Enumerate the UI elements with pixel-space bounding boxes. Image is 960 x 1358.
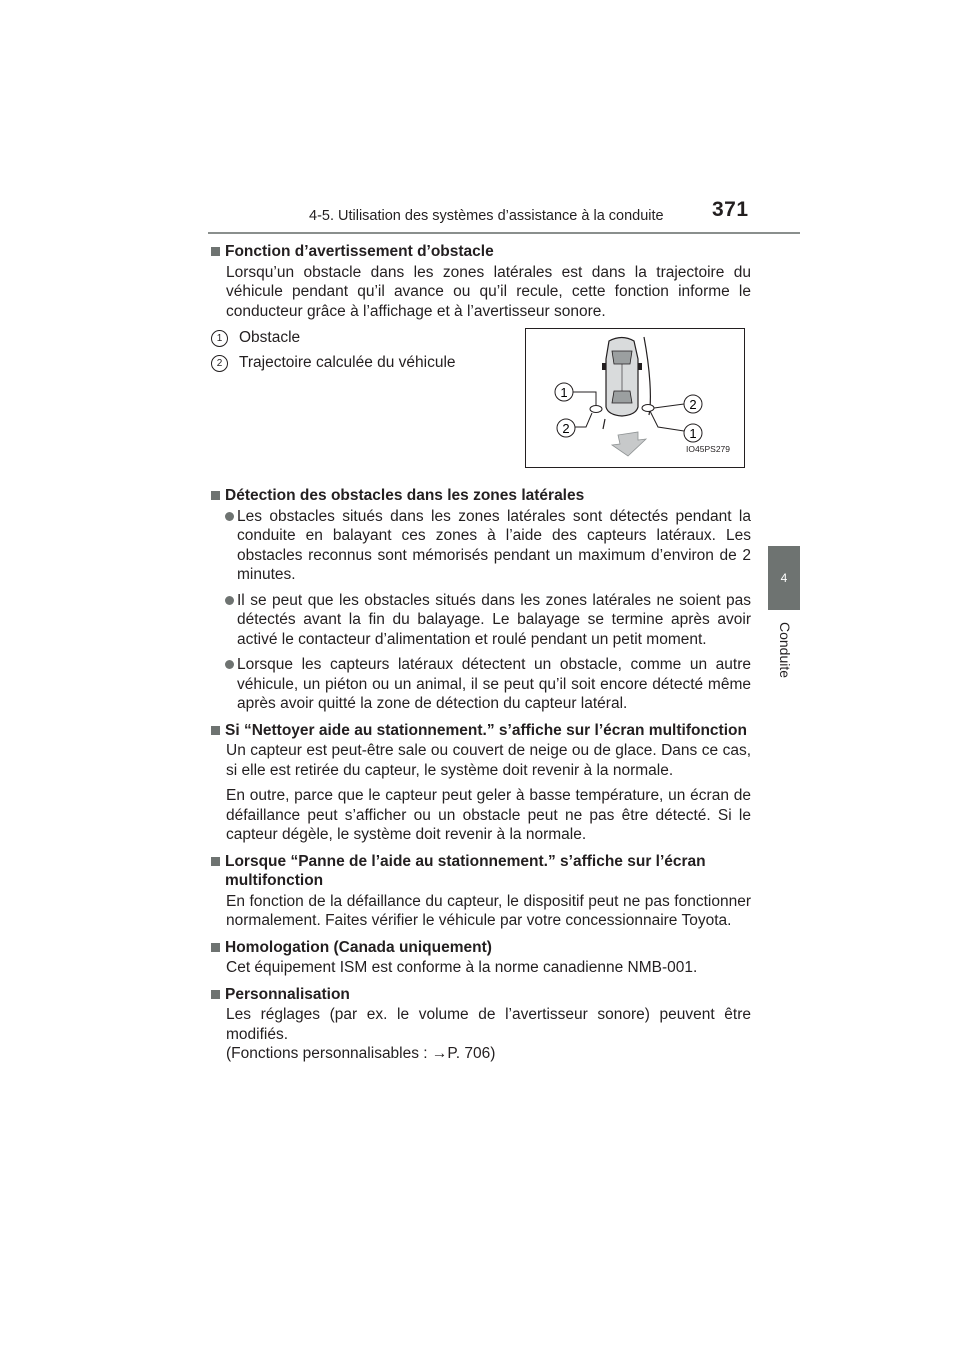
list-item — [211, 591, 751, 650]
page-content — [211, 242, 751, 1071]
callout-label: 1 — [560, 385, 568, 400]
section-paragraph: En fonction de la défaillance du capteur, le dispositif peut ne pas fonctionner normalement. Faites vérifier le véhicule par votre concessionnaire Toyota. — [226, 892, 751, 929]
chapter-tab: 4 — [768, 546, 800, 610]
legend-number: 1 — [211, 330, 228, 347]
callout-label: 2 — [562, 421, 570, 436]
leader-line — [574, 413, 592, 427]
rear-window-icon — [612, 391, 632, 403]
section-paragraph: En outre, parce que le capteur peut geler à basse température, un écran de défaillance peut s’afficher ou un obstacle peut ne pas être détecté. Si le capteur dégèle, le système doit revenir à la normale. — [226, 787, 751, 843]
legend-label: Obstacle — [239, 329, 301, 346]
chapter-label-text: Conduite — [776, 621, 793, 679]
list-item-text: Il se peut que les obstacles situés dans les zones latérales ne soient pas détectés avant la fin du balayage. Le balayage se termine après avoir activé le contacteur d’alimentation et roulé pendant un petit moment. — [237, 591, 751, 648]
section-certification — [211, 938, 751, 978]
legend-number: 2 — [211, 355, 228, 372]
sensor-zone-left-icon — [590, 406, 602, 413]
section-heading-text: Si “Nettoyer aide au stationnement.” s’affiche sur l’écran multifonction — [225, 721, 747, 739]
section-heading — [211, 721, 751, 741]
list-item — [211, 507, 751, 585]
leader-line — [654, 404, 684, 408]
section-heading-text: Homologation (Canada uniquement) — [225, 938, 492, 956]
section-heading-text: Personnalisation — [225, 985, 350, 1003]
section-paragraph: Lorsqu’un obstacle dans les zones latérales est dans la trajectoire du véhicule pendant qu’il avance ou qu’il recule, cette fonction informe le conducteur grâce à l’affichage et à l’avertisseur sonore. — [226, 263, 751, 320]
windshield-icon — [612, 351, 632, 364]
section-paragraph: Cet équipement ISM est conforme à la norme canadienne NMB-001. — [226, 959, 698, 976]
leader-line — [650, 411, 684, 431]
callout-label: 2 — [689, 397, 697, 412]
section-heading — [211, 938, 751, 958]
section-heading — [211, 985, 751, 1005]
square-bullet-icon — [211, 857, 220, 866]
square-bullet-icon — [211, 990, 220, 999]
trajectory-line-left — [603, 419, 605, 429]
header-title: 4-5. Utilisation des systèmes d’assistance à la conduite — [309, 208, 664, 224]
section-heading-text: Fonction d’avertissement d’obstacle — [225, 243, 494, 260]
square-bullet-icon — [211, 247, 220, 256]
section-heading — [211, 852, 751, 891]
reverse-arrow-icon — [612, 432, 646, 456]
list-item-text: Lorsque les capteurs latéraux détectent un obstacle, comme un autre véhicule, un piéton ou un animal, il se peut qu’il soit encore détecté même après avoir quitté la zone de détection du capteur latéral. — [237, 656, 751, 712]
section-side-detection — [211, 486, 751, 714]
list-item-text: Les obstacles situés dans les zones latérales sont détectés pendant la conduite en balayant ces zones à l’aide des capteurs latéraux. Les obstacles reconnus sont mémorisés pendant un maximum d’environ de 2 minutes. — [237, 507, 751, 583]
leader-line — [572, 392, 596, 406]
page-number: 371 — [712, 198, 749, 221]
sensor-zone-right-icon — [642, 405, 654, 412]
section-heading-text: Détection des obstacles dans les zones latérales — [225, 487, 585, 504]
chapter-label — [766, 620, 802, 680]
square-bullet-icon — [211, 491, 220, 500]
round-bullet-icon — [225, 512, 234, 521]
mirror-right-icon — [638, 363, 642, 370]
section-paragraph: Un capteur est peut-être sale ou couvert de neige ou de glace. Dans ce cas, si elle est retirée du capteur, le système doit revenir à la normale. — [226, 742, 751, 779]
section-heading — [211, 242, 751, 262]
vehicle-diagram-figure — [525, 328, 745, 468]
diagram-block — [211, 328, 751, 486]
mirror-left-icon — [602, 363, 606, 370]
header-rule — [208, 232, 800, 234]
trajectory-line — [644, 337, 650, 415]
section-heading — [211, 486, 751, 506]
page-reference-link[interactable]: (Fonctions personnalisables : →P. 706) — [226, 1045, 496, 1062]
section-obstacle-warning — [211, 242, 751, 321]
square-bullet-icon — [211, 726, 220, 735]
callout-label: 1 — [689, 426, 697, 441]
section-malfunction — [211, 852, 751, 931]
list-item — [211, 655, 751, 714]
legend-label: Trajectoire calculée du véhicule — [239, 354, 456, 371]
round-bullet-icon — [225, 660, 234, 669]
section-clean-sensor — [211, 721, 751, 845]
square-bullet-icon — [211, 943, 220, 952]
round-bullet-icon — [225, 596, 234, 605]
section-heading-text: Lorsque “Panne de l’aide au stationnement.” s’affiche sur l’écran multifonction — [225, 852, 706, 889]
section-customization — [211, 985, 751, 1064]
section-paragraph: Les réglages (par ex. le volume de l’avertisseur sonore) peuvent être modifiés. — [226, 1006, 751, 1043]
figure-code: IO45PS279 — [686, 443, 730, 454]
